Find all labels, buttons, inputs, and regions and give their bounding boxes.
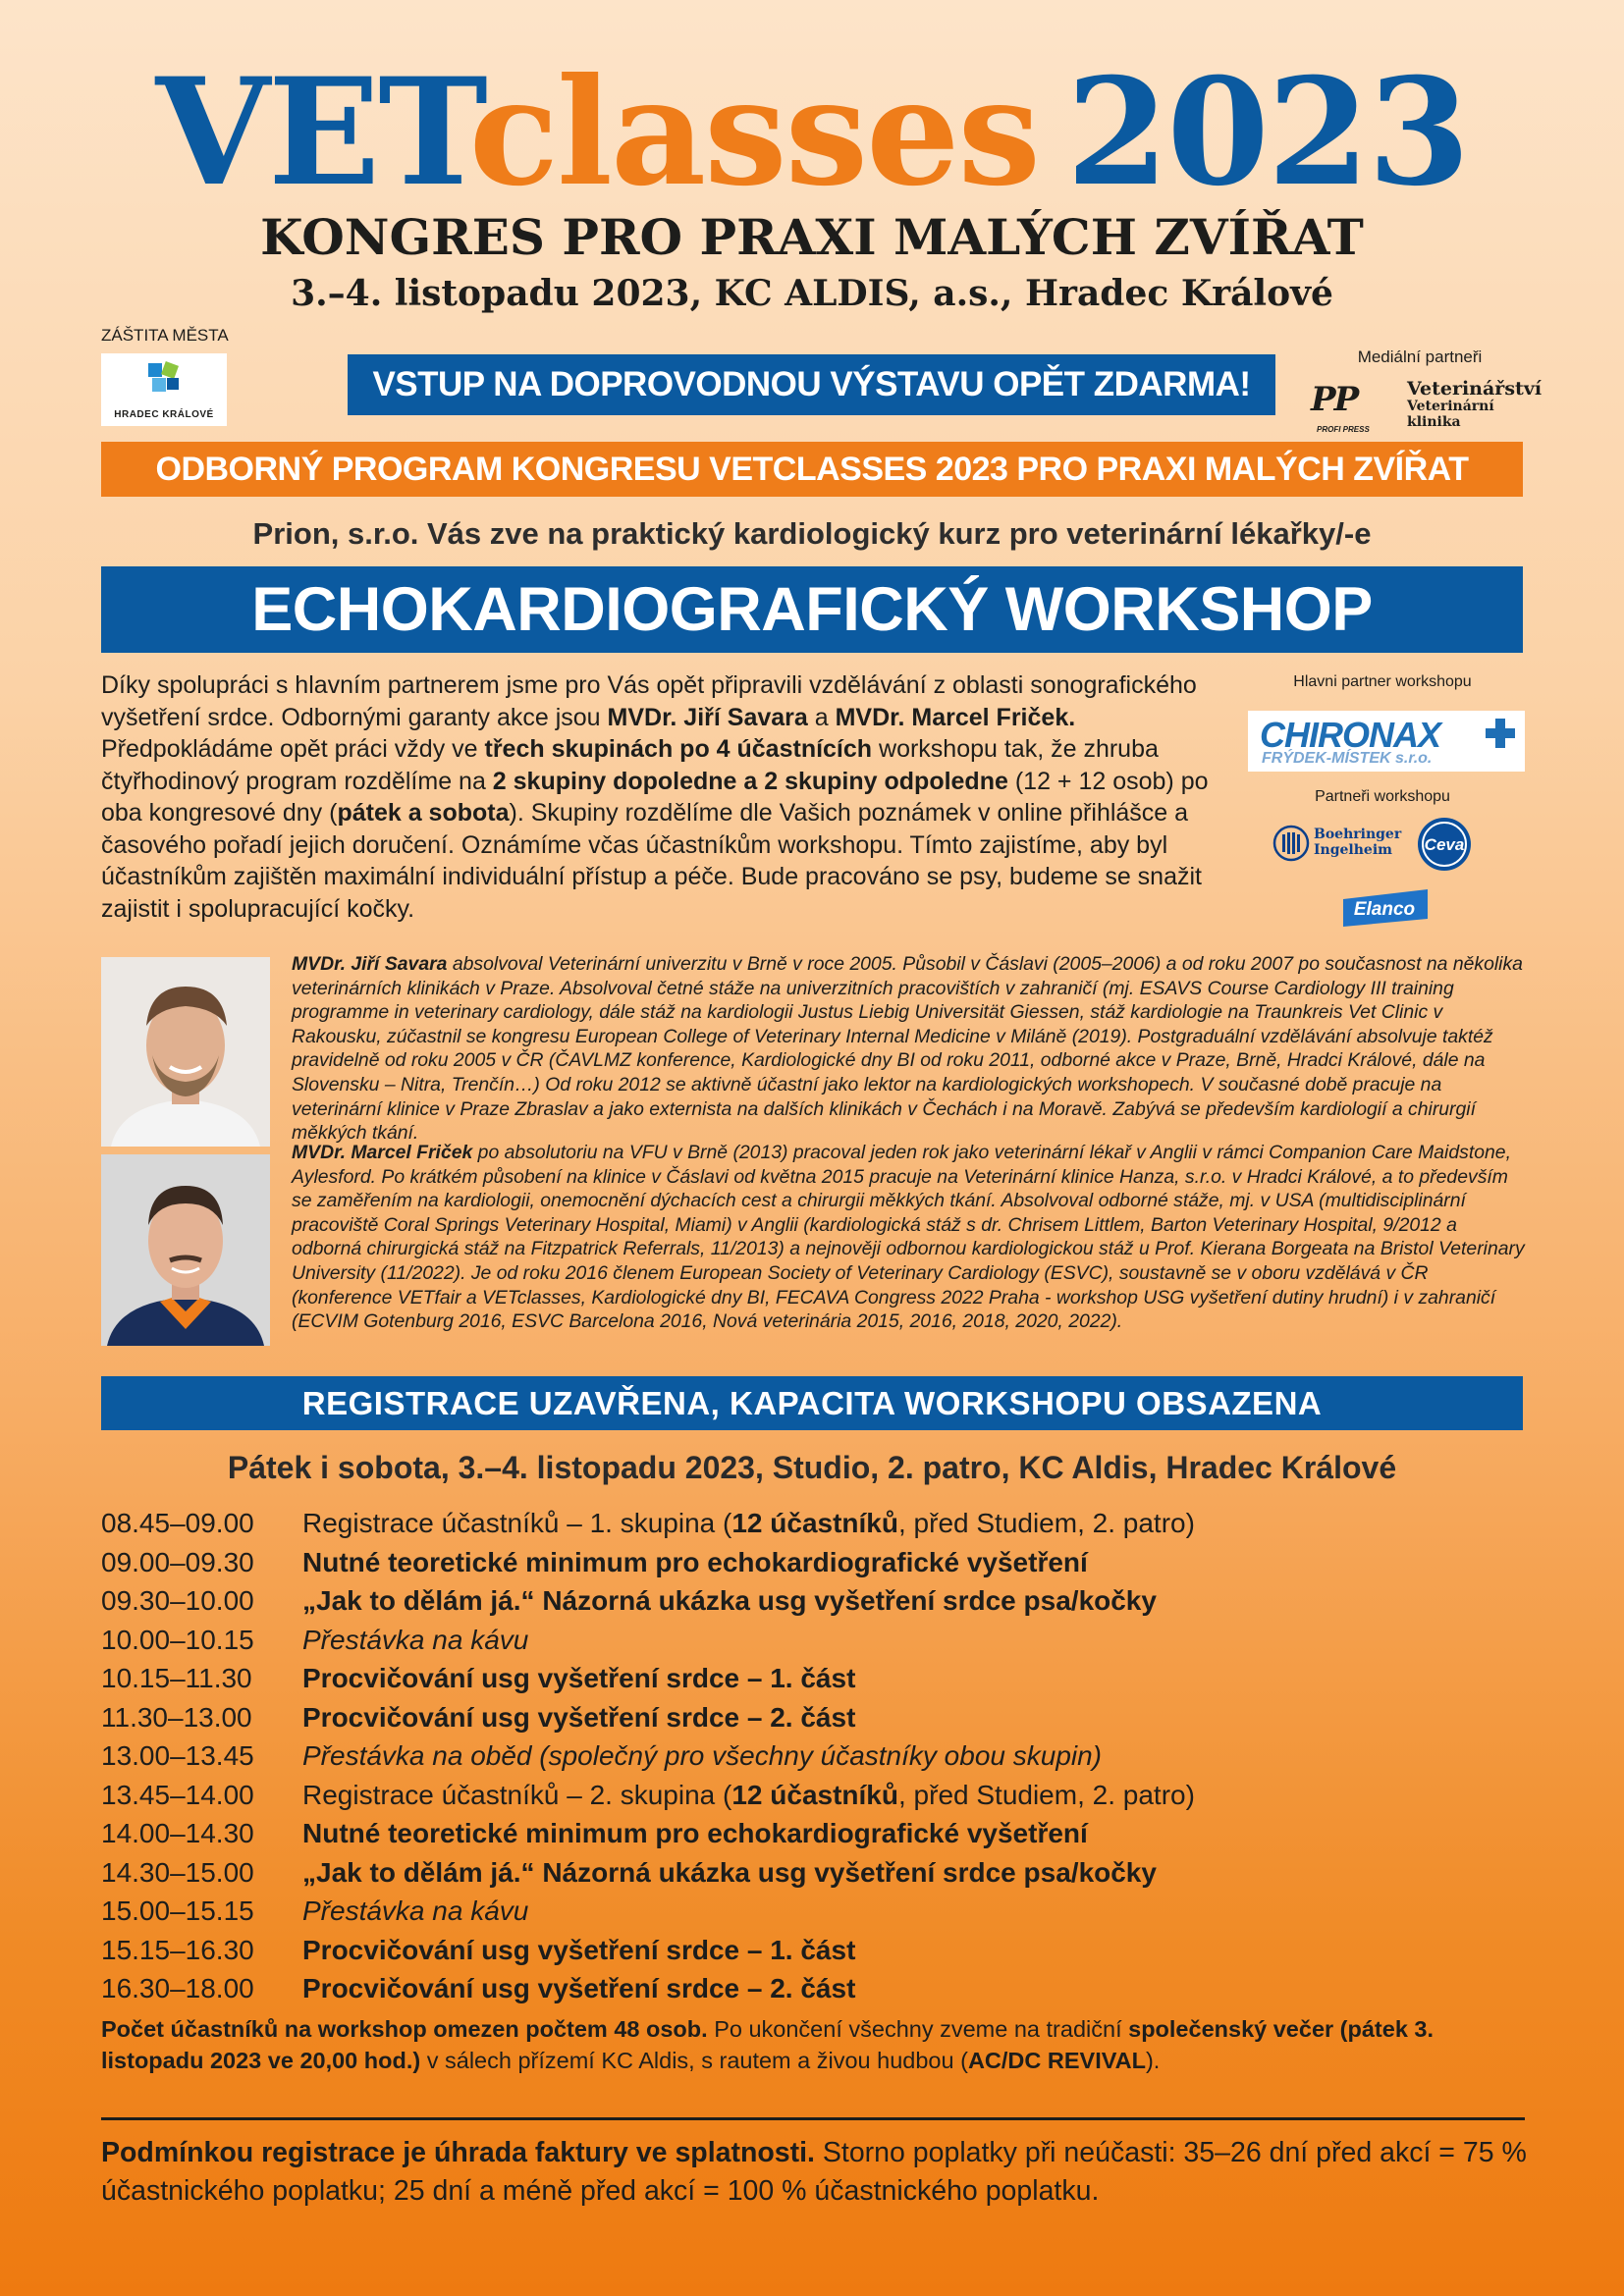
text-segment: 2 skupiny dopoledne a 2 skupiny odpoledne — [492, 767, 1008, 795]
hradec-kralove-logo — [101, 353, 227, 426]
text-segment: MVDr. Marcel Friček. — [835, 703, 1076, 731]
text-segment: Nutné teoretické minimum pro echokardiografické vyšetření — [302, 1818, 1088, 1848]
schedule-item — [302, 1853, 1525, 1893]
text-segment: ). Skupiny rozdělíme dle Vašich poznámek v online přihlášce a časového pořadí jejich doručení. Oznámíme včas účastníkům workshopu. Tímto zajistíme, aby byl účastníkům zajištěn maximální individuální přístup a péče. Bude pracováno se psy, budeme se snažit zajistit i spolupracující kočky. — [101, 799, 1202, 923]
portrait-fricek-icon — [101, 1154, 270, 1346]
workshop-partners-caption: Partneři workshopu — [1315, 788, 1450, 805]
schedule-item — [302, 1504, 1525, 1543]
title-vet: VET — [155, 46, 469, 219]
schedule-row — [101, 1504, 1525, 1543]
ceva-logo — [1417, 817, 1472, 872]
schedule-time: 14.30–15.00 — [101, 1856, 254, 1888]
schedule-item — [302, 1892, 1525, 1931]
text-segment: Procvičování usg vyšetření srdce – 1. část — [302, 1934, 856, 1965]
schedule-time: 09.00–09.30 — [101, 1546, 254, 1577]
text-segment: MVDr. Marcel Friček — [292, 1142, 473, 1163]
chironax-city: FRÝDEK-MÍSTEK s.r.o. — [1262, 750, 1433, 767]
text-segment: Procvičování usg vyšetření srdce – 2. část — [302, 1973, 856, 2003]
schedule-item — [302, 1969, 1525, 2008]
text-segment: společenský večer (pátek 3. listopadu 2023 ve 20,00 hod.) — [101, 2016, 1435, 2073]
text-segment: a — [807, 703, 836, 731]
pp-logo-text: PP — [1311, 380, 1358, 419]
veterinarstvi-logo — [1407, 378, 1543, 430]
boehringer-ingelheim-logo — [1272, 823, 1402, 864]
schedule-time: 16.30–18.00 — [101, 1973, 254, 2003]
payment-conditions — [101, 2134, 1530, 2211]
schedule-row — [101, 1776, 1525, 1815]
schedule-row — [101, 1892, 1525, 1931]
profi-press-logo — [1311, 380, 1397, 434]
medical-cross-icon — [1486, 719, 1515, 748]
schedule-time: 08.45–09.00 — [101, 1508, 254, 1538]
vet-media-line1: Veterinářství — [1407, 378, 1543, 400]
media-partners-caption: Mediální partneři — [1357, 347, 1483, 366]
bi-line2: Ingelheim — [1314, 842, 1392, 858]
photo-marcel-fricek — [101, 1154, 270, 1346]
schedule-time: 15.15–16.30 — [101, 1934, 254, 1965]
text-segment: , před Studiem, 2. patro) — [897, 1779, 1195, 1810]
photo-jiri-savara — [101, 957, 270, 1147]
schedule-row — [101, 1736, 1525, 1776]
text-segment: Po ukončení všechny zveme na tradiční — [707, 2016, 1129, 2042]
portrait-savara-icon — [101, 957, 270, 1147]
schedule-item — [302, 1931, 1525, 1970]
schedule-item — [302, 1736, 1525, 1776]
text-segment: Přestávka na kávu — [302, 1624, 529, 1655]
title-classes: classes — [468, 46, 1039, 219]
invitation-line: Prion, s.r.o. Vás zve na praktický kardiologický kurz pro veterinární lékařky/-e — [252, 516, 1372, 551]
text-segment: AC/DC REVIVAL — [967, 2048, 1146, 2073]
divider — [101, 2117, 1525, 2120]
chironax-logo — [1248, 711, 1525, 772]
participant-note — [101, 2013, 1525, 2076]
city-logo-text: HRADEC KRÁLOVÉ — [114, 409, 214, 420]
text-segment: workshopu tak, že zhruba čtyřhodinový program rozdělíme na — [101, 735, 1159, 795]
subtitle: KONGRES PRO PRAXI MALÝCH ZVÍŘAT — [260, 208, 1364, 266]
schedule — [101, 1504, 1525, 2008]
text-segment: třech skupinách po 4 účastnících — [484, 735, 873, 763]
elanco-emblem-icon — [1339, 885, 1432, 929]
schedule-time: 11.30–13.00 — [101, 1701, 252, 1733]
schedule-item — [302, 1776, 1525, 1815]
bio-savara — [292, 952, 1525, 1146]
text-segment: v sálech přízemí KC Aldis, s rautem a živou hudbou ( — [420, 2048, 968, 2073]
schedule-time: 10.00–10.15 — [101, 1624, 254, 1655]
text-segment: Registrace účastníků – 2. skupina ( — [302, 1779, 732, 1810]
text-segment: 12 účastníků — [731, 1508, 898, 1538]
text-segment: 12 účastníků — [731, 1779, 898, 1810]
text-segment: Procvičování usg vyšetření srdce – 1. část — [302, 1663, 856, 1693]
text-segment: po absolutoriu na VFU v Brně (2013) pracoval jeden rok jako veterinární lékař v Anglii v rámci Companion Care Maidstone, Aylesford. Po krátkém působení na klinice v Čáslavi od května 2015 pracuje na Veterinární klinice Hanza, s.r.o. v Hradci Králové, a to především se zaměřením na kardiologii, onemocnění dýchacích cest a chirurgii měkkých tkání. Absolvoval odborné stáže, mj. v USA (multidisciplinární pracoviště Coral Springs Veterinary Hospital, Miami) v Anglii (kardiologická stáž s dr. Chrisem Littlem, Barton Veterinary Hospital, 9/2012 a odborná chirurgická stáž na Fitzpatrick Referrals, 11/2013) a nejnověji odbornou kardiologickou stáž u Prof. Kierana Borgeata na Bristol Veterinary University (11/2022). Je od roku 2016 členem European Society of Veterinary Cardiology (ESVC), soustavně se v oboru vzdělává v ČR (konference VETfair a VETclasses, Kardiologické dny BI, FECAVA Congress 2022 Praha - workshop USG vyšetření dutiny hrudní) i v zahraničí (ECVIM Gotenburg 2016, ESVC Barcelona 2016, Nová veterinária 2015, 2016, 2018, 2020, 2022). — [292, 1142, 1525, 1333]
schedule-time: 10.15–11.30 — [101, 1663, 252, 1693]
schedule-item — [302, 1621, 1525, 1660]
schedule-item — [302, 1581, 1525, 1621]
program-heading-bar: ODBORNÝ PROGRAM KONGRESU VETCLASSES 2023 PRO PRAXI MALÝCH ZVÍŘAT — [101, 442, 1523, 497]
schedule-time: 15.00–15.15 — [101, 1896, 254, 1926]
schedule-time: 09.30–10.00 — [101, 1585, 254, 1616]
schedule-time: 13.00–13.45 — [101, 1740, 254, 1771]
pp-logo-sub: PROFI PRESS — [1317, 425, 1370, 434]
schedule-row — [101, 1581, 1525, 1621]
schedule-row — [101, 1659, 1525, 1698]
text-segment: „Jak to dělám já.“ Názorná ukázka usg vyšetření srdce psa/kočky — [302, 1585, 1157, 1616]
text-segment: , před Studiem, 2. patro) — [897, 1508, 1195, 1538]
main-title — [0, 46, 1624, 219]
schedule-item — [302, 1659, 1525, 1698]
schedule-row — [101, 1621, 1525, 1660]
schedule-item — [302, 1814, 1525, 1853]
text-segment: ). — [1145, 2048, 1161, 2073]
free-entry-banner: VSTUP NA DOPROVODNOU VÝSTAVU OPĚT ZDARMA! — [348, 354, 1275, 415]
patronage-caption: ZÁŠTITA MĚSTA — [101, 326, 229, 345]
text-segment: Registrace účastníků – 1. skupina ( — [302, 1508, 732, 1538]
text-segment: Přestávka na kávu — [302, 1896, 529, 1926]
text-segment: Storno poplatky při neúčasti: 35–26 dní před akcí = 75 % účastnického poplatku; 25 dní a méně před akcí = 100 % účastnického poplatku. — [101, 2137, 1527, 2207]
workshop-title: ECHOKARDIOGRAFICKÝ WORKSHOP — [101, 566, 1523, 653]
city-emblem-icon — [101, 353, 227, 402]
schedule-row — [101, 1931, 1525, 1970]
schedule-row — [101, 1853, 1525, 1893]
schedule-time: 13.45–14.00 — [101, 1779, 254, 1810]
schedule-row — [101, 1698, 1525, 1737]
intro-paragraph — [101, 669, 1216, 925]
text-segment: Procvičování usg vyšetření srdce – 2. část — [302, 1701, 856, 1733]
bi-emblem-icon — [1272, 825, 1310, 862]
bi-line1: Boehringer — [1314, 827, 1402, 842]
main-partner-caption: Hlavni partner workshopu — [1293, 673, 1472, 690]
ceva-emblem-icon — [1417, 817, 1472, 872]
event-dateline: 3.–4. listopadu 2023, KC ALDIS, a.s., Hradec Králové — [291, 273, 1333, 314]
text-segment: Podmínkou registrace je úhrada faktury ve splatnosti. — [101, 2137, 815, 2168]
bi-name — [1314, 827, 1401, 858]
chironax-name: CHIRONAX — [1260, 715, 1441, 755]
registration-closed-bar: REGISTRACE UZAVŘENA, KAPACITA WORKSHOPU OBSAZENA — [101, 1376, 1523, 1430]
schedule-row — [101, 1969, 1525, 2008]
vet-media-line2: Veterinární klinika — [1407, 399, 1494, 430]
ceva-text: Ceva — [1424, 835, 1465, 854]
venue-line: Pátek i sobota, 3.–4. listopadu 2023, Studio, 2. patro, KC Aldis, Hradec Králové — [227, 1450, 1397, 1485]
text-segment: Předpokládáme opět práci vždy ve — [101, 735, 485, 763]
text-segment: MVDr. Jiří Savara — [607, 703, 808, 731]
schedule-row — [101, 1814, 1525, 1853]
schedule-time: 14.00–14.30 — [101, 1818, 254, 1848]
text-segment: MVDr. Jiří Savara — [292, 953, 448, 975]
title-year: 2023 — [1065, 46, 1469, 219]
text-segment: Počet účastníků na workshop omezen počtem 48 osob. — [101, 2016, 708, 2042]
text-segment: (12 + 12 osob) po oba kongresové dny ( — [101, 767, 1209, 827]
elanco-text: Elanco — [1353, 899, 1416, 920]
text-segment: pátek a sobota — [337, 799, 510, 827]
text-segment: Nutné teoretické minimum pro echokardiografické vyšetření — [302, 1546, 1088, 1577]
elanco-logo — [1339, 885, 1432, 929]
text-segment: Přestávka na oběd (společný pro všechny účastníky obou skupin) — [302, 1740, 1103, 1771]
schedule-item — [302, 1698, 1525, 1737]
bio-fricek — [292, 1141, 1525, 1334]
text-segment: absolvoval Veterinární univerzitu v Brně v roce 2005. Působil v Čáslavi (2005–2006) a od roku 2007 po současnost na několika veterinárních klinikách v Praze. Absolvoval četné stáže na univerzitních pracovištích v zahraničí (mj. ESAVS Course Cardiology III training programme in veterinary cardiology, dále stáž na kardiologii Justus Liebig Universität Giessen, stáž kardiologie na Traunkreis Vet Clinic v Rakousku, zúčastnil se kongresu European College of Veterinary Internal Medicine v Miláně (2019). Postgraduální vzdělávání absolvuje taktéž pravidelně od roku 2005 v ČR (ČAVLMZ konference, Kardiologické dny BI od roku 2011, odborné akce v Praze, Brně, Hradci Králové, dále na Slovensku – Nitra, Trenčín…) Od roku 2012 se aktivně účastní jako lektor na kardiologických workshopech. V současné době pracuje na veterinární klinice v Praze Zbraslav a jako externista na dalších klinikách v Čechách i na Moravě. Zabývá se především kardiologií a chirurgií měkkých tkání. — [292, 953, 1523, 1145]
schedule-item — [302, 1543, 1525, 1582]
schedule-row — [101, 1543, 1525, 1582]
text-segment: „Jak to dělám já.“ Názorná ukázka usg vyšetření srdce psa/kočky — [302, 1856, 1157, 1888]
text-segment: Díky spolupráci s hlavním partnerem jsme pro Vás opět připravili vzdělávání z oblasti sonografického vyšetření srdce. Odbornými garanty akce jsou — [101, 671, 1197, 731]
